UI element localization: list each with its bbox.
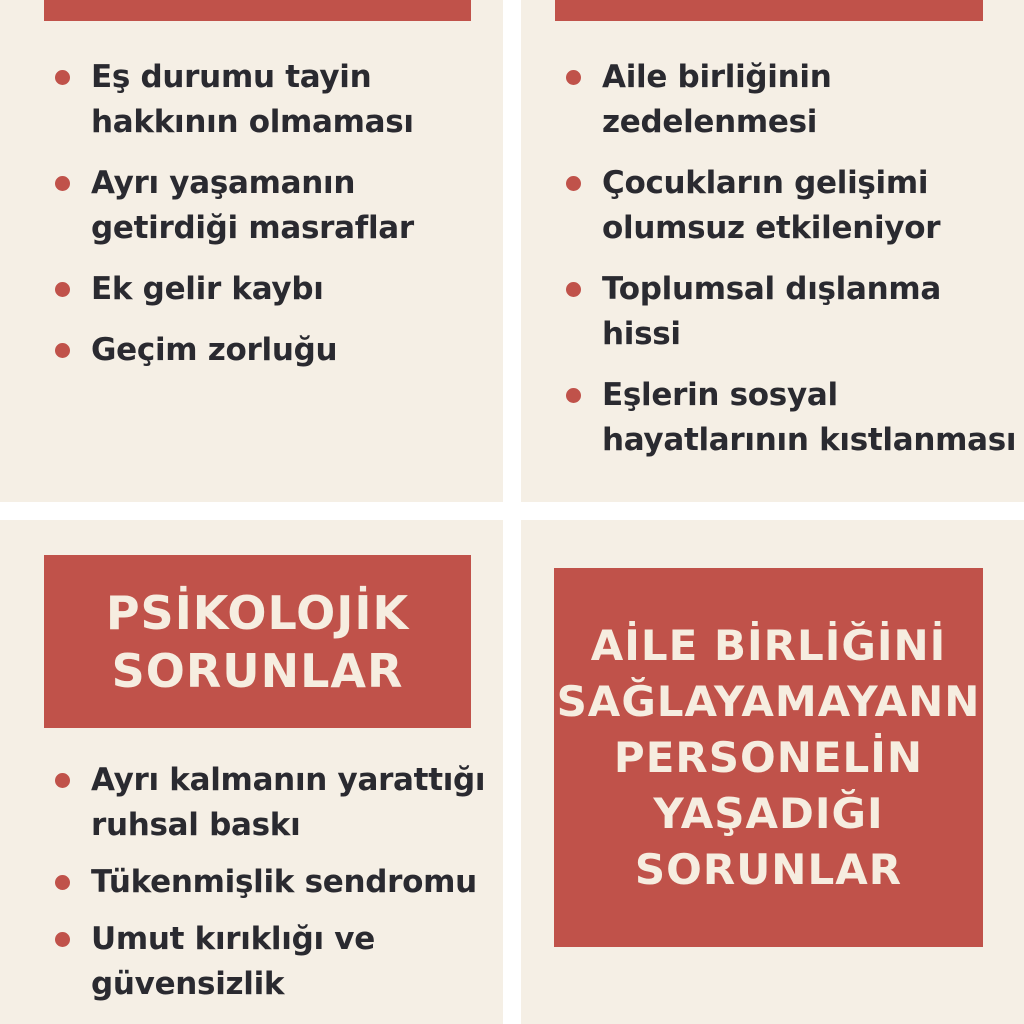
panel-top-left [0,0,503,502]
list-item-text: Çocukların gelişimi olumsuz etkileniyor [602,165,941,246]
bullet-icon [55,343,70,358]
bullet-icon [566,176,581,191]
bullet-icon [55,176,70,191]
list-item-text: Ayrı kalmanın yarattığı ruhsal baskı [91,762,486,843]
panel-bottom-right [521,520,1024,1024]
list-item [55,161,495,251]
list-item-text: Geçim zorluğu [91,332,338,368]
panel-title: PSİKOLOJİK SORUNLAR [44,555,471,728]
panel-header-bar [555,0,983,21]
list-item-text: Aile birliğinin zedelenmesi [602,59,832,140]
list-item-text: Umut kırıklığı ve güvensizlik [91,921,375,1002]
panel-top-right [521,0,1024,502]
issue-list [566,55,1021,479]
bullet-icon [55,282,70,297]
bullet-icon [566,70,581,85]
bullet-icon [566,388,581,403]
bullet-icon [55,875,70,890]
list-item-text: Eşlerin sosyal hayatlarının kıstlanması [602,377,1017,458]
panel-header-bar [44,0,471,21]
list-item [55,55,495,145]
list-item [566,161,1021,251]
list-item-text: Eş durumu tayin hakkının olmaması [91,59,414,140]
main-title: AİLE BİRLİĞİNİ SAĞLAYAMAYANN PERSONELİN YAŞADIĞI SORUNLAR [554,568,983,947]
list-item [566,55,1021,145]
issue-list [55,758,495,1019]
list-item-text: Toplumsal dışlanma hissi [602,271,942,352]
bullet-icon [566,282,581,297]
list-item [55,758,495,848]
list-item-text: Tükenmişlik sendromu [91,864,477,900]
bullet-icon [55,70,70,85]
list-item-text: Ek gelir kaybı [91,271,324,307]
bullet-icon [55,773,70,788]
panel-bottom-left [0,520,503,1024]
list-item [55,328,495,373]
list-item-text: Ayrı yaşamanın getirdiği masraflar [91,165,414,246]
list-item [566,267,1021,357]
list-item [566,373,1021,463]
bullet-icon [55,932,70,947]
list-item [55,267,495,312]
issue-list [55,55,495,389]
list-item [55,860,495,905]
list-item [55,917,495,1007]
